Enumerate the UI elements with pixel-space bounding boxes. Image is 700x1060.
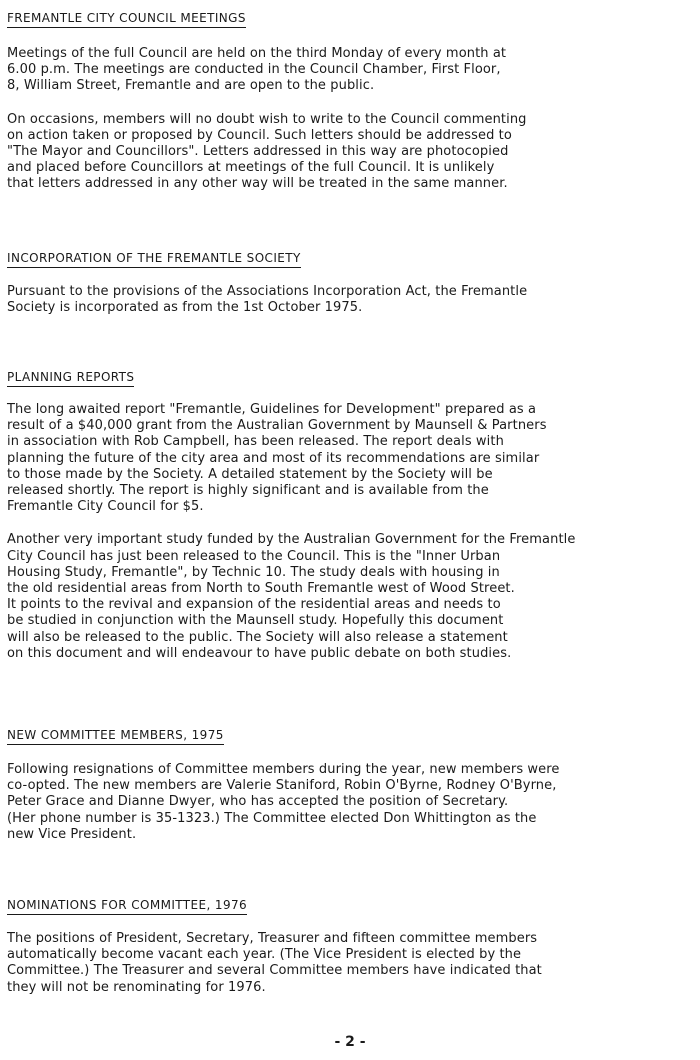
section-incorporation	[7, 247, 695, 316]
text-line: Pursuant to the provisions of the Associations Incorporation Act, the Fremantle	[7, 284, 528, 299]
text-line: automatically become vacant each year. (The Vice President is elected by the	[7, 947, 522, 963]
text-line: Committee.) The Treasurer and several Committee members have indicated that	[7, 963, 542, 979]
text-line: Fremantle City Council for $5.	[7, 499, 204, 515]
text-line: City Council has just been released to the Council. This is the "Inner Urban	[7, 548, 501, 564]
section-planning-reports	[7, 366, 695, 662]
text-line: The positions of President, Secretary, Treasurer and fifteen committee members	[7, 931, 538, 946]
text-line: Meetings of the full Council are held on the third Monday of every month at	[7, 46, 507, 61]
paragraph	[7, 532, 695, 662]
text-line: planning the future of the city area and most of its recommendations are similar	[7, 450, 540, 466]
text-line: co-opted. The new members are Valerie Staniford, Robin O'Byrne, Rodney O'Byrne,	[7, 778, 557, 794]
text-line: on action taken or proposed by Council. Such letters should be addressed to	[7, 127, 512, 143]
section-heading: NOMINATIONS FOR COMMITTEE, 1976	[7, 897, 247, 915]
paragraph	[7, 762, 695, 843]
page-number: - 2 -	[334, 1034, 366, 1050]
text-line: 6.00 p.m. The meetings are conducted in the Council Chamber, First Floor,	[7, 62, 501, 78]
paragraph	[7, 402, 695, 515]
text-line: will also be released to the public. The Society will also release a statement	[7, 629, 508, 645]
section-heading: PLANNING REPORTS	[7, 369, 134, 387]
text-line: that letters addressed in any other way will be treated in the same manner.	[7, 176, 508, 192]
text-line: on this document and will endeavour to have public debate on both studies.	[7, 645, 512, 661]
section-council-meetings	[7, 7, 695, 193]
text-line: the old residential areas from North to South Fremantle west of Wood Street.	[7, 581, 515, 597]
text-line: Society is incorporated as from the 1st October 1975.	[7, 300, 363, 316]
paragraph	[7, 284, 695, 316]
text-line: to those made by the Society. A detailed statement by the Society will be	[7, 466, 493, 482]
text-line: (Her phone number is 35-1323.) The Committee elected Don Whittington as the	[7, 810, 537, 826]
text-line: It points to the revival and expansion of the residential areas and needs to	[7, 597, 501, 613]
section-new-committee-members	[7, 724, 695, 843]
text-line: Peter Grace and Dianne Dwyer, who has accepted the position of Secretary.	[7, 794, 509, 810]
paragraph	[7, 931, 695, 996]
section-heading: FREMANTLE CITY COUNCIL MEETINGS	[7, 10, 246, 28]
text-line: On occasions, members will no doubt wish to write to the Council commenting	[7, 111, 527, 127]
text-line: be studied in conjunction with the Maunsell study. Hopefully this document	[7, 613, 504, 629]
text-line: in association with Rob Campbell, has been released. The report deals with	[7, 434, 504, 450]
text-line: The long awaited report "Fremantle, Guidelines for Development" prepared as a	[7, 402, 537, 417]
paragraph	[7, 46, 695, 95]
text-line: and placed before Councillors at meetings of the full Council. It is unlikely	[7, 160, 495, 176]
text-line: Housing Study, Fremantle", by Technic 10. The study deals with housing in	[7, 564, 500, 580]
section-heading: INCORPORATION OF THE FREMANTLE SOCIETY	[7, 250, 301, 268]
text-line: 8, William Street, Fremantle and are open to the public.	[7, 78, 375, 94]
text-line: Following resignations of Committee members during the year, new members were	[7, 762, 560, 777]
text-line: released shortly. The report is highly significant and is available from the	[7, 483, 489, 499]
section-nominations	[7, 894, 695, 996]
text-line: Another very important study funded by the Australian Government for the Fremantle	[7, 532, 576, 548]
text-line: "The Mayor and Councillors". Letters addressed in this way are photocopied	[7, 144, 509, 160]
text-line: new Vice President.	[7, 826, 137, 842]
paragraph	[7, 112, 695, 193]
section-heading: NEW COMMITTEE MEMBERS, 1975	[7, 727, 224, 745]
text-line: they will not be renominating for 1976.	[7, 979, 266, 995]
text-line: result of a $40,000 grant from the Australian Government by Maunsell & Partners	[7, 418, 547, 434]
